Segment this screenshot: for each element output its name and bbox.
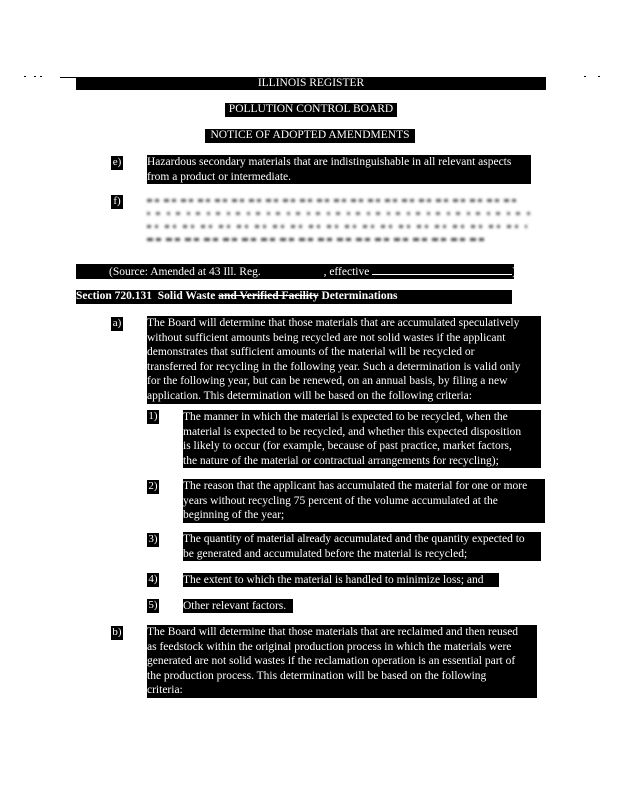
notice-header: NOTICE OF ADOPTED AMENDMENTS: [205, 129, 415, 143]
struck-text: and Verified Facility: [218, 290, 319, 302]
scan-speck: [34, 76, 36, 77]
item-e-text: Hazardous secondary materials that are indistinguishable in all relevant aspects from a product or intermediate.: [147, 155, 531, 184]
item-f-label: f): [111, 195, 123, 209]
scan-speck: [40, 76, 42, 77]
sub-item-3-text: The quantity of material already accumulated and the quantity expected to be generated and accumulated before the material is recycled;: [183, 532, 541, 561]
sub-item-1-text: The manner in which the material is expected to be recycled, when the material is expected to be recycled, and whether this expected disposition is likely to occur (for example, because of past practice, market factors, the nature of the material or contractual arrangements for recycling);: [183, 410, 541, 468]
sub-item-2-text: The reason that the applicant has accumulated the material for one or more years without recycling 75 percent of the volume accumulated at the beginning of the year;: [183, 479, 545, 523]
item-b-label: b): [112, 626, 122, 638]
item-a-text: The Board will determine that those materials that are accumulated speculatively without sufficient amounts being recycled are not solid wastes if the applicant demonstrates that sufficient amounts of the material will be recycled or transferred for recycling in the following year. Such a determination is valid only for the following year, but can be renewed, on an annual basis, by filing a new application. This determination will be based on the following criteria:: [147, 316, 541, 404]
section-heading: Section 720.131 Solid Waste and Verified Facility Determinations: [76, 290, 512, 304]
item-b-text: The Board will determine that those materials that are reclaimed and then reused as feedstock within the original production process in which the materials were generated are not solid wastes if the reclamation operation is an essential part of the production process. This determination will be based on the following criteria:: [147, 625, 537, 698]
sub-item-4-text: The extent to which the material is handled to minimize loss; and: [183, 573, 499, 587]
board-header: POLLUTION CONTROL BOARD: [225, 103, 397, 117]
section-number: Section 720.131: [76, 290, 153, 302]
sub-item-1-label: 1): [148, 410, 158, 422]
sub-item-4-label: 4): [148, 573, 158, 585]
sub-item-5-text: Other relevant factors.: [183, 599, 293, 613]
item-a-label: a): [112, 317, 122, 329]
register-header: ILLINOIS REGISTER: [76, 77, 546, 90]
sub-item-3-label: 3): [148, 533, 158, 545]
sub-item-2-label: 2): [148, 480, 158, 492]
scan-speck: [598, 76, 600, 77]
item-e-label: e): [112, 156, 122, 168]
scan-speck: [584, 76, 586, 77]
item-f-illegible-text: [147, 197, 533, 247]
sub-item-5-label: 5): [148, 599, 158, 611]
source-line: (Source: Amended at 43 Ill. Reg. , effective ): [76, 264, 514, 279]
scan-speck: [24, 76, 26, 77]
